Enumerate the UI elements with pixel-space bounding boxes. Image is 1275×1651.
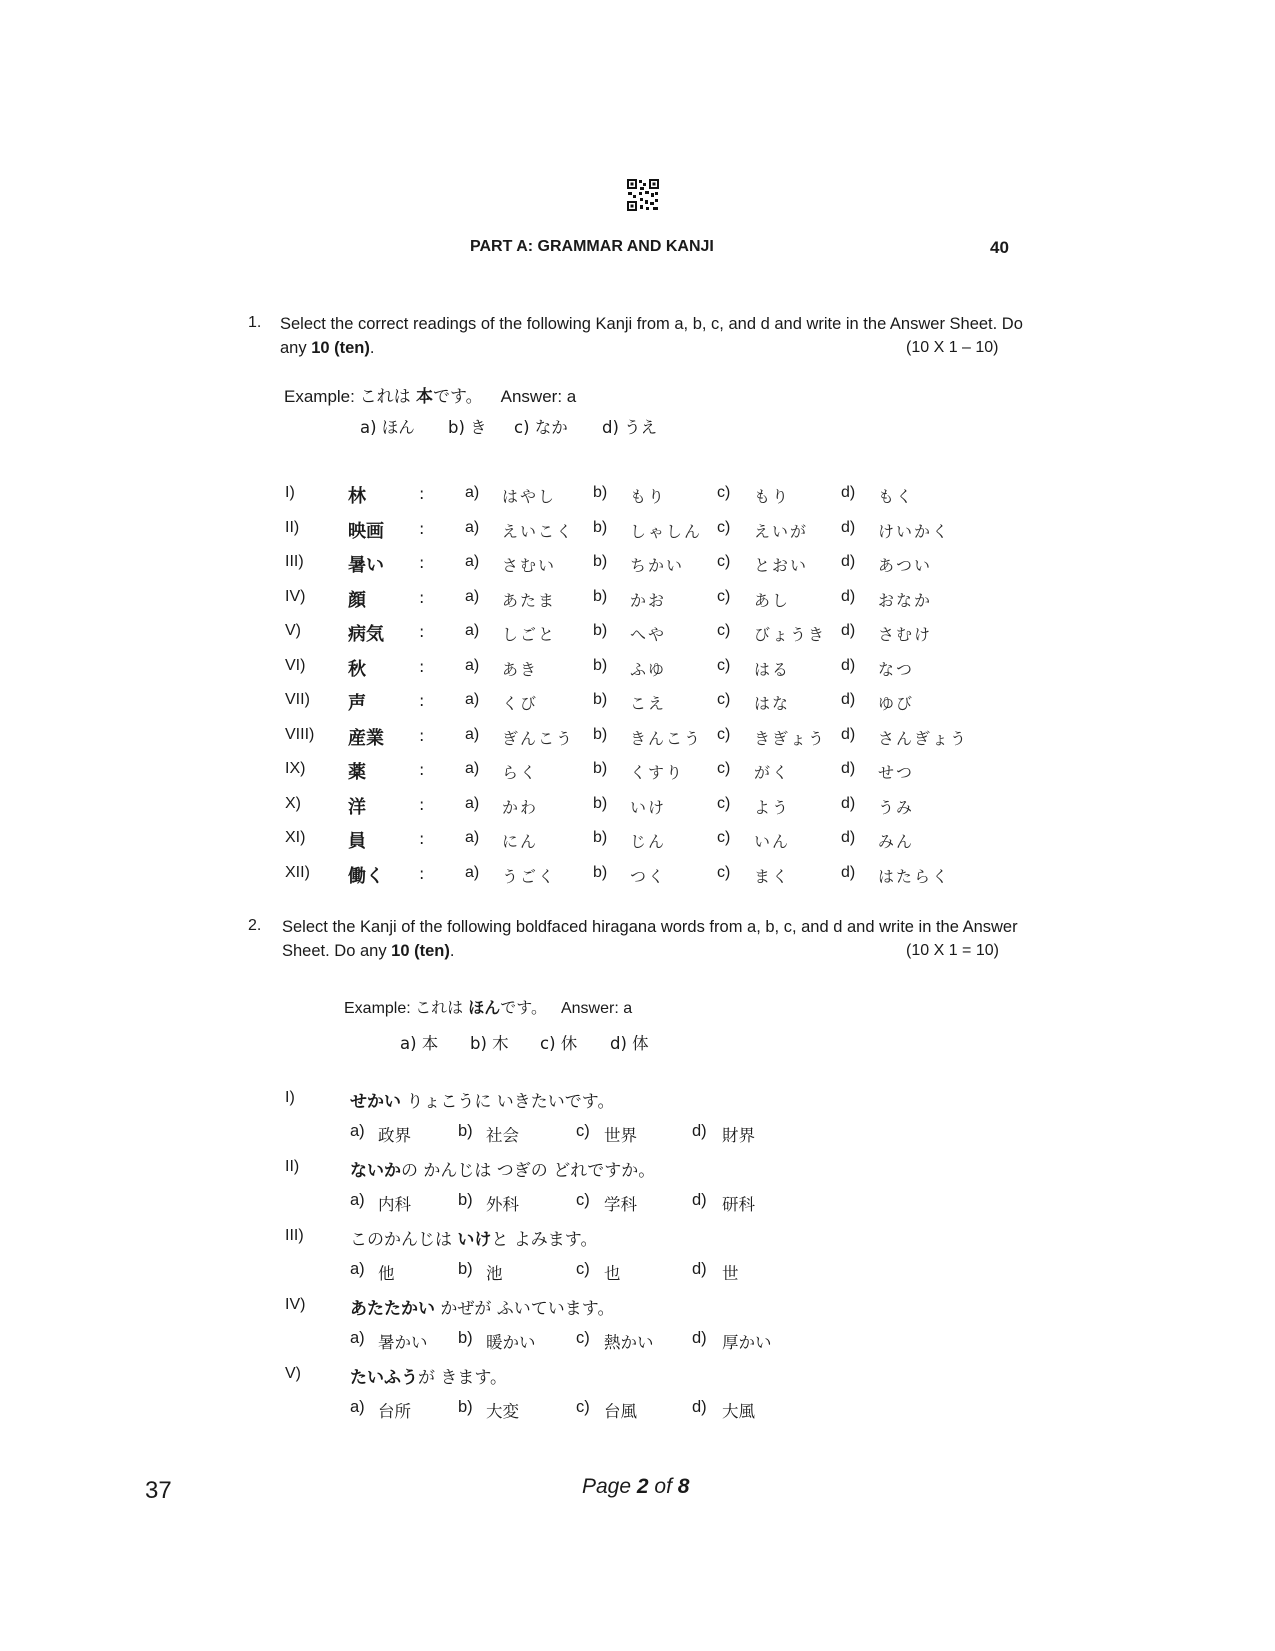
item-number: VII) xyxy=(285,691,310,708)
option-d: ゆび xyxy=(878,694,915,713)
item-kanji: 病気 xyxy=(348,624,384,645)
option-a: えいこく xyxy=(502,521,575,541)
option-d: 世 xyxy=(722,1264,739,1283)
example-sentence-start: これは xyxy=(359,387,416,407)
option-c: よう xyxy=(754,797,791,817)
item-kanji: 員 xyxy=(348,831,366,852)
example-sentence-end: です。 xyxy=(500,998,547,1017)
item-number: III) xyxy=(285,1227,304,1244)
option-letter-d: d) xyxy=(841,725,856,743)
option-letter-b: b) xyxy=(593,553,608,570)
option-a: あき xyxy=(502,659,539,679)
qr-code-icon xyxy=(626,178,660,212)
option-a: ぎんこう xyxy=(502,728,575,748)
option-letter-a: a) xyxy=(350,1260,365,1278)
item-kanji: 映画 xyxy=(348,520,384,542)
question-2-count: 10 (ten) xyxy=(391,942,450,960)
option-d: うみ xyxy=(878,797,915,817)
option-a: はやし xyxy=(502,487,557,506)
option-d: みん xyxy=(878,832,915,851)
item-number: I) xyxy=(285,1089,295,1106)
item-colon: : xyxy=(419,622,425,641)
item-kanji: 秋 xyxy=(348,658,366,680)
item-kanji: 林 xyxy=(348,486,366,507)
option-a: 暑かい xyxy=(378,1333,428,1352)
option-letter-c: c) xyxy=(576,1398,590,1416)
option-d: けいかく xyxy=(878,521,951,541)
option-letter-b: b) xyxy=(593,760,608,777)
option-letter-c: c) xyxy=(717,829,731,846)
page-total: 8 xyxy=(677,1475,690,1498)
option-letter-a: a) xyxy=(465,656,480,674)
option-d: なつ xyxy=(878,659,915,679)
option-b: 池 xyxy=(486,1264,503,1283)
question-2-example xyxy=(344,995,632,1018)
option-letter-c: c) xyxy=(717,794,731,812)
option-letter-b: b) xyxy=(593,829,608,846)
option-letter-a: a) xyxy=(350,1398,365,1416)
option-c: 台風 xyxy=(604,1402,637,1421)
option-b: へや xyxy=(630,625,667,644)
option-letter-d: d) xyxy=(841,484,856,501)
option-d: 研科 xyxy=(722,1195,755,1214)
option-letter-b: b) xyxy=(593,863,608,881)
item-number: IV) xyxy=(285,1296,306,1313)
option-letter-b: b) xyxy=(593,725,608,743)
option-a: しごと xyxy=(502,625,557,644)
question-1-period: . xyxy=(369,339,375,357)
option-letter-c: c) xyxy=(576,1329,590,1347)
option-b: くすり xyxy=(630,763,685,782)
option-letter-d: d) xyxy=(841,656,856,674)
item-number: VIII) xyxy=(285,725,315,743)
item-colon: : xyxy=(419,518,425,538)
question-2-period: . xyxy=(449,942,455,960)
option-a: くび xyxy=(502,694,539,713)
sentence-end: が きます。 xyxy=(418,1368,508,1388)
option-d: せつ xyxy=(878,763,915,782)
item-number: XII) xyxy=(285,863,310,881)
item-number: II) xyxy=(285,1158,300,1175)
option-letter-a: a) xyxy=(350,1122,365,1140)
option-letter-d: d) xyxy=(841,691,856,708)
item-kanji: 働く xyxy=(348,865,384,887)
item-colon: : xyxy=(419,691,425,710)
option-c: とおい xyxy=(754,556,809,575)
option-a: さむい xyxy=(502,556,557,575)
item-colon: : xyxy=(419,656,425,676)
option-letter-c: c) xyxy=(576,1122,590,1140)
item-colon: : xyxy=(419,725,425,745)
option-letter-b: b) xyxy=(593,622,608,639)
option-letter-c: c) xyxy=(717,760,731,777)
example-option-c: c) なか xyxy=(514,418,568,437)
example-label: Example: xyxy=(284,387,360,406)
option-b: 大変 xyxy=(486,1402,519,1421)
option-b: ふゆ xyxy=(630,659,667,679)
option-letter-a: a) xyxy=(465,829,480,846)
section-marks: 40 xyxy=(990,238,1009,257)
option-letter-a: a) xyxy=(465,863,480,881)
example-option-a: a) ほん xyxy=(360,418,415,437)
item-kanji: 洋 xyxy=(348,796,366,818)
option-a: 政界 xyxy=(378,1126,411,1145)
option-letter-d: d) xyxy=(841,863,856,881)
option-d: もく xyxy=(878,487,915,506)
item-number: IX) xyxy=(285,760,306,777)
option-letter-c: c) xyxy=(717,518,731,536)
item-sentence xyxy=(350,1156,655,1181)
option-c: はる xyxy=(754,659,791,679)
option-letter-d: d) xyxy=(692,1398,707,1416)
sentence-end: かぜが ふいています。 xyxy=(435,1299,615,1319)
option-b: しゃしん xyxy=(630,521,703,541)
option-b: じん xyxy=(630,832,667,851)
option-b: ちかい xyxy=(630,556,685,575)
page-of: of xyxy=(648,1475,678,1498)
option-b: 外科 xyxy=(486,1195,519,1214)
option-d: 大風 xyxy=(722,1402,755,1421)
option-letter-d: d) xyxy=(692,1260,707,1278)
option-c: 熱かい xyxy=(604,1333,654,1352)
option-letter-d: d) xyxy=(841,794,856,812)
item-colon: : xyxy=(419,587,425,607)
item-kanji: 薬 xyxy=(348,762,366,783)
option-b: きんこう xyxy=(630,728,703,748)
example-target: ほん xyxy=(468,998,501,1017)
item-number: X) xyxy=(285,794,301,812)
option-b: 暖かい xyxy=(486,1333,536,1352)
option-c: あし xyxy=(754,590,791,610)
option-letter-b: b) xyxy=(458,1122,473,1140)
option-letter-b: b) xyxy=(593,484,608,501)
example-sentence-start: これは xyxy=(415,998,469,1017)
example-option-a: a) 本 xyxy=(400,1034,439,1053)
item-number: IV) xyxy=(285,587,306,605)
item-number: II) xyxy=(285,518,300,536)
option-letter-d: d) xyxy=(692,1191,707,1209)
item-number: V) xyxy=(285,1365,301,1382)
option-letter-c: c) xyxy=(717,691,731,708)
example-option-b: b) き xyxy=(448,418,487,437)
option-letter-a: a) xyxy=(465,518,480,536)
question-2-example-options xyxy=(400,1030,649,1054)
option-c: はな xyxy=(754,694,791,713)
option-letter-c: c) xyxy=(717,656,731,674)
option-c: がく xyxy=(754,763,791,782)
option-c: 学科 xyxy=(604,1195,637,1214)
option-a: 内科 xyxy=(378,1195,411,1214)
page-label: Page xyxy=(582,1475,637,1498)
option-a: 台所 xyxy=(378,1402,411,1421)
question-2-text: Select the Kanji of the following boldfaced hiragana words from a, b, c, and d and write in the Answer Sheet. Do any xyxy=(282,918,1018,960)
option-letter-a: a) xyxy=(350,1329,365,1347)
sentence-target-word: ないか xyxy=(350,1161,401,1181)
option-letter-c: c) xyxy=(576,1260,590,1278)
option-b: つく xyxy=(630,866,667,886)
item-number: I) xyxy=(285,484,295,501)
option-letter-d: d) xyxy=(841,829,856,846)
item-sentence xyxy=(350,1363,507,1388)
option-letter-a: a) xyxy=(465,553,480,570)
option-c: 世界 xyxy=(604,1126,637,1145)
option-letter-c: c) xyxy=(717,725,731,743)
example-option-c: c) 休 xyxy=(540,1034,578,1053)
option-d: さむけ xyxy=(878,625,933,644)
option-a: あたま xyxy=(502,590,557,610)
item-colon: : xyxy=(419,863,425,883)
option-b: 社会 xyxy=(486,1126,519,1145)
example-option-d: d) 体 xyxy=(610,1034,649,1053)
option-c: 也 xyxy=(604,1264,621,1283)
option-c: きぎょう xyxy=(754,728,827,748)
item-number: XI) xyxy=(285,829,306,846)
example-target: 本 xyxy=(416,387,433,407)
question-1-example-options xyxy=(360,414,657,438)
item-colon: : xyxy=(419,760,425,779)
option-letter-a: a) xyxy=(465,622,480,639)
item-number: III) xyxy=(285,553,304,570)
option-d: あつい xyxy=(878,556,933,575)
page-current: 2 xyxy=(636,1475,649,1498)
option-letter-b: b) xyxy=(458,1191,473,1209)
option-d: 厚かい xyxy=(722,1333,772,1352)
option-letter-d: d) xyxy=(841,760,856,777)
option-letter-b: b) xyxy=(458,1398,473,1416)
option-letter-b: b) xyxy=(593,794,608,812)
option-letter-a: a) xyxy=(465,794,480,812)
option-letter-a: a) xyxy=(465,691,480,708)
option-letter-b: b) xyxy=(458,1329,473,1347)
question-1-count: 10 (ten) xyxy=(311,339,370,357)
option-letter-c: c) xyxy=(717,484,731,501)
option-letter-a: a) xyxy=(465,760,480,777)
option-c: まく xyxy=(754,866,791,886)
option-letter-d: d) xyxy=(841,587,856,605)
sentence-target-word: せかい xyxy=(350,1092,401,1112)
example-option-d: d) うえ xyxy=(602,418,658,437)
option-letter-a: a) xyxy=(465,725,480,743)
option-letter-a: a) xyxy=(465,587,480,605)
example-option-b: b) 木 xyxy=(470,1034,509,1053)
option-a: うごく xyxy=(502,866,557,886)
option-letter-b: b) xyxy=(593,587,608,605)
item-colon: : xyxy=(419,794,425,814)
item-kanji: 産業 xyxy=(348,727,384,749)
option-letter-d: d) xyxy=(692,1122,707,1140)
option-letter-c: c) xyxy=(576,1191,590,1209)
page-number xyxy=(582,1475,689,1499)
item-colon: : xyxy=(419,553,425,572)
sentence-end: と よみます。 xyxy=(491,1230,598,1250)
example-answer: Answer: a xyxy=(560,1000,633,1017)
option-c: えいが xyxy=(754,521,809,541)
option-letter-c: c) xyxy=(717,863,731,881)
option-letter-b: b) xyxy=(593,656,608,674)
option-b: もり xyxy=(630,487,667,506)
sentence-start: このかんじは xyxy=(350,1230,458,1250)
option-c: もり xyxy=(754,487,791,506)
sentence-target-word: あたたかい xyxy=(350,1299,435,1319)
question-1-marks: (10 X 1 – 10) xyxy=(906,339,999,356)
item-kanji: 暑い xyxy=(348,555,384,576)
option-a: かわ xyxy=(502,797,539,817)
question-1-number: 1. xyxy=(248,314,262,331)
example-answer: Answer: a xyxy=(500,387,577,406)
item-number: V) xyxy=(285,622,301,639)
question-2-number: 2. xyxy=(248,917,262,934)
sentence-end: りょこうに いきたいです。 xyxy=(401,1092,615,1112)
example-label: Example: xyxy=(344,1000,416,1017)
option-d: おなか xyxy=(878,590,933,610)
sentence-target-word: いけ xyxy=(457,1230,492,1250)
option-letter-c: c) xyxy=(717,553,731,570)
example-sentence-end: です。 xyxy=(433,387,483,407)
sentence-target-word: たいふう xyxy=(350,1368,418,1388)
option-letter-d: d) xyxy=(692,1329,707,1347)
paper-code: 37 xyxy=(145,1477,172,1504)
section-title: PART A: GRAMMAR AND KANJI xyxy=(470,238,714,255)
option-b: いけ xyxy=(630,797,667,817)
option-letter-d: d) xyxy=(841,553,856,570)
item-colon: : xyxy=(419,829,425,848)
option-c: いん xyxy=(754,832,791,851)
option-letter-c: c) xyxy=(717,622,731,639)
option-b: こえ xyxy=(630,694,667,713)
option-c: びょうき xyxy=(754,625,827,644)
option-letter-b: b) xyxy=(458,1260,473,1278)
item-kanji: 声 xyxy=(348,693,366,714)
item-sentence xyxy=(350,1294,614,1319)
option-letter-d: d) xyxy=(841,622,856,639)
item-sentence xyxy=(350,1225,597,1250)
item-number: VI) xyxy=(285,656,306,674)
option-b: かお xyxy=(630,590,667,610)
item-sentence xyxy=(350,1087,614,1112)
item-kanji: 顔 xyxy=(348,589,366,611)
question-1-text: Select the correct readings of the following Kanji from a, b, c, and d and write in the Answer Sheet. Do any xyxy=(280,315,1023,357)
option-d: はたらく xyxy=(878,866,951,886)
option-letter-d: d) xyxy=(841,518,856,536)
option-letter-a: a) xyxy=(465,484,480,501)
option-letter-c: c) xyxy=(717,587,731,605)
question-2-marks: (10 X 1 = 10) xyxy=(906,942,999,959)
question-1-example xyxy=(284,382,576,407)
item-colon: : xyxy=(419,484,425,503)
option-a: にん xyxy=(502,832,539,851)
option-letter-b: b) xyxy=(593,691,608,708)
option-a: 他 xyxy=(378,1264,395,1283)
option-d: さんぎょう xyxy=(878,728,969,748)
option-d: 財界 xyxy=(722,1126,755,1145)
option-letter-b: b) xyxy=(593,518,608,536)
option-a: らく xyxy=(502,763,539,782)
sentence-end: の かんじは つぎの どれですか。 xyxy=(401,1161,656,1181)
option-letter-a: a) xyxy=(350,1191,365,1209)
